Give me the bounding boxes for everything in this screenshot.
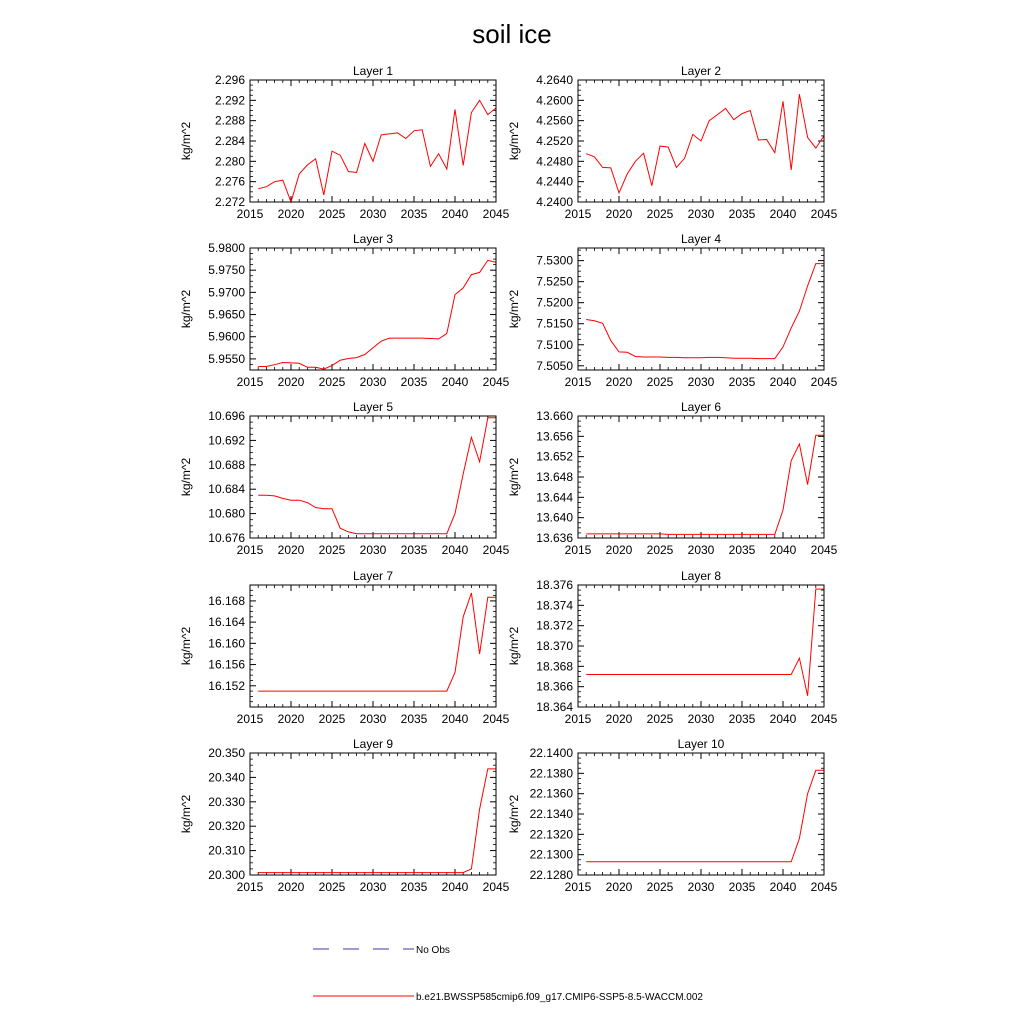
y-axis-label: kg/m^2 <box>179 121 193 161</box>
y-axis-label: kg/m^2 <box>179 794 193 834</box>
x-tick-label: 2030 <box>359 543 387 557</box>
y-tick-label: 5.9750 <box>208 263 245 278</box>
y-axis-label: kg/m^2 <box>179 289 193 329</box>
panel-title: Layer 6 <box>680 400 722 414</box>
y-tick-label: 20.340 <box>208 770 245 785</box>
y-tick-label: 20.310 <box>208 843 245 858</box>
y-tick-label: 5.9700 <box>208 285 245 300</box>
y-tick-label: 16.164 <box>208 615 245 630</box>
y-axis-label: kg/m^2 <box>507 457 521 497</box>
panel-layer-7 <box>179 569 510 726</box>
plot-frame <box>578 416 824 538</box>
y-tick-label: 13.636 <box>536 531 573 545</box>
x-tick-label: 2015 <box>236 712 264 726</box>
y-tick-label: 2.296 <box>214 73 245 87</box>
x-tick-label: 2035 <box>728 207 756 221</box>
x-tick-label: 2030 <box>687 712 715 726</box>
y-tick-label: 20.300 <box>208 868 245 882</box>
y-tick-label: 10.676 <box>208 531 245 545</box>
y-tick-label: 2.272 <box>214 195 245 209</box>
y-tick-label: 20.320 <box>208 819 245 834</box>
y-tick-label: 5.9600 <box>208 329 245 344</box>
x-tick-label: 2045 <box>810 880 838 894</box>
series-line <box>258 769 496 873</box>
x-tick-label: 2040 <box>441 880 469 894</box>
y-tick-label: 22.1340 <box>529 807 573 821</box>
x-tick-label: 2040 <box>441 207 469 221</box>
y-tick-label: 5.9550 <box>208 351 245 366</box>
y-tick-label: 7.5200 <box>536 295 573 310</box>
y-tick-label: 10.688 <box>208 457 245 472</box>
y-axis-label: kg/m^2 <box>507 794 521 834</box>
x-tick-label: 2020 <box>605 712 633 726</box>
y-tick-label: 13.660 <box>536 409 573 423</box>
x-tick-label: 2035 <box>400 880 428 894</box>
panel-title: Layer 10 <box>677 737 725 751</box>
x-tick-label: 2040 <box>769 375 797 389</box>
x-tick-label: 2020 <box>605 543 633 557</box>
panel-layer-1 <box>179 64 510 221</box>
x-tick-label: 2030 <box>687 207 715 221</box>
x-tick-label: 2015 <box>564 880 592 894</box>
y-tick-label: 22.1280 <box>529 868 573 882</box>
x-tick-label: 2030 <box>687 880 715 894</box>
series-line <box>586 264 824 359</box>
legend-model-label: b.e21.BWSSP585cmip6.f09_g17.CMIP6-SSP5-8.5-WACCM.002 <box>416 992 703 1003</box>
y-tick-label: 4.2400 <box>536 195 573 209</box>
x-tick-label: 2020 <box>277 375 305 389</box>
y-tick-label: 7.5250 <box>536 274 573 289</box>
x-tick-label: 2015 <box>564 207 592 221</box>
y-tick-label: 16.156 <box>208 657 245 672</box>
plot-frame <box>578 585 824 707</box>
y-axis-label: kg/m^2 <box>507 289 521 329</box>
y-tick-label: 4.2600 <box>536 93 573 108</box>
y-tick-label: 4.2640 <box>536 73 573 87</box>
series-line <box>258 100 496 202</box>
panel-layer-4 <box>507 232 838 389</box>
x-tick-label: 2025 <box>646 207 674 221</box>
x-tick-label: 2015 <box>236 207 264 221</box>
y-tick-label: 13.644 <box>536 490 573 505</box>
panel-layer-8 <box>507 569 838 726</box>
y-tick-label: 4.2560 <box>536 113 573 128</box>
series-line <box>586 94 824 193</box>
x-tick-label: 2045 <box>482 375 510 389</box>
y-tick-label: 20.330 <box>208 794 245 809</box>
y-tick-label: 4.2480 <box>536 154 573 169</box>
x-tick-label: 2040 <box>441 375 469 389</box>
x-tick-label: 2025 <box>318 375 346 389</box>
panel-title: Layer 7 <box>352 569 394 583</box>
panel-layer-9 <box>179 737 510 894</box>
y-tick-label: 10.684 <box>208 482 245 497</box>
y-tick-label: 13.648 <box>536 470 573 484</box>
y-tick-label: 2.276 <box>214 174 245 189</box>
y-tick-label: 22.1380 <box>529 766 573 781</box>
x-tick-label: 2020 <box>277 712 305 726</box>
x-tick-label: 2030 <box>359 207 387 221</box>
y-tick-label: 2.284 <box>214 134 245 148</box>
y-axis-label: kg/m^2 <box>507 121 521 161</box>
y-tick-label: 5.9800 <box>208 241 245 255</box>
panel-layer-10 <box>507 737 838 894</box>
x-tick-label: 2045 <box>810 375 838 389</box>
x-tick-label: 2020 <box>277 207 305 221</box>
x-tick-label: 2045 <box>482 543 510 557</box>
x-tick-label: 2035 <box>728 375 756 389</box>
x-tick-label: 2025 <box>318 543 346 557</box>
panel-layer-3 <box>179 232 510 389</box>
figure-title: soil ice <box>472 19 552 49</box>
y-tick-label: 18.366 <box>536 679 573 694</box>
panel-layer-2 <box>507 64 838 221</box>
legend-obs-label: No Obs <box>416 945 450 956</box>
y-axis-label: kg/m^2 <box>179 457 193 497</box>
plot-frame <box>250 248 496 370</box>
plot-frame <box>578 248 824 370</box>
x-tick-label: 2030 <box>359 712 387 726</box>
x-tick-label: 2040 <box>769 207 797 221</box>
y-tick-label: 4.2440 <box>536 174 573 189</box>
y-tick-label: 22.1400 <box>529 746 573 760</box>
x-tick-label: 2015 <box>236 543 264 557</box>
y-tick-label: 2.280 <box>214 154 245 169</box>
x-tick-label: 2035 <box>728 880 756 894</box>
y-tick-label: 22.1360 <box>529 786 573 801</box>
y-tick-label: 18.364 <box>536 700 573 714</box>
series-line <box>258 418 496 534</box>
x-tick-label: 2025 <box>646 375 674 389</box>
x-tick-label: 2020 <box>277 543 305 557</box>
y-axis-label: kg/m^2 <box>507 626 521 666</box>
y-tick-label: 7.5150 <box>536 316 573 331</box>
x-tick-label: 2030 <box>359 375 387 389</box>
x-tick-label: 2015 <box>564 712 592 726</box>
series-line <box>586 770 824 862</box>
panel-title: Layer 4 <box>680 232 722 246</box>
x-tick-label: 2040 <box>769 712 797 726</box>
series-line <box>258 593 496 691</box>
x-tick-label: 2025 <box>646 880 674 894</box>
y-tick-label: 7.5100 <box>536 337 573 352</box>
y-tick-label: 10.696 <box>208 409 245 423</box>
plot-frame <box>250 80 496 202</box>
y-tick-label: 13.656 <box>536 429 573 444</box>
y-tick-label: 16.168 <box>208 593 245 608</box>
y-tick-label: 22.1320 <box>529 827 573 842</box>
x-tick-label: 2045 <box>482 712 510 726</box>
panel-title: Layer 8 <box>680 569 722 583</box>
x-tick-label: 2025 <box>646 543 674 557</box>
y-tick-label: 18.376 <box>536 578 573 592</box>
x-tick-label: 2020 <box>277 880 305 894</box>
panel-layer-6 <box>507 400 838 557</box>
x-tick-label: 2025 <box>318 712 346 726</box>
y-tick-label: 7.5300 <box>536 253 573 268</box>
y-tick-label: 10.680 <box>208 506 245 521</box>
x-tick-label: 2045 <box>810 543 838 557</box>
x-tick-label: 2045 <box>482 207 510 221</box>
x-tick-label: 2045 <box>482 880 510 894</box>
plot-frame <box>578 753 824 875</box>
y-tick-label: 4.2520 <box>536 134 573 148</box>
plot-frame <box>250 416 496 538</box>
x-tick-label: 2015 <box>236 375 264 389</box>
panels-grid <box>179 64 838 894</box>
y-tick-label: 16.160 <box>208 636 245 651</box>
x-tick-label: 2035 <box>400 543 428 557</box>
y-tick-label: 18.368 <box>536 659 573 674</box>
series-line <box>586 589 824 696</box>
y-tick-label: 18.370 <box>536 639 573 653</box>
x-tick-label: 2015 <box>236 880 264 894</box>
x-tick-label: 2040 <box>769 543 797 557</box>
y-tick-label: 16.152 <box>208 678 245 693</box>
x-tick-label: 2035 <box>728 543 756 557</box>
y-tick-label: 2.292 <box>214 93 245 108</box>
x-tick-label: 2035 <box>728 712 756 726</box>
plot-frame <box>250 753 496 875</box>
x-tick-label: 2020 <box>605 375 633 389</box>
y-tick-label: 13.640 <box>536 510 573 525</box>
panel-title: Layer 2 <box>680 64 722 78</box>
y-axis-label: kg/m^2 <box>179 626 193 666</box>
x-tick-label: 2035 <box>400 207 428 221</box>
y-tick-label: 7.5050 <box>536 358 573 373</box>
x-tick-label: 2045 <box>810 207 838 221</box>
y-tick-label: 22.1300 <box>529 847 573 862</box>
x-tick-label: 2015 <box>564 543 592 557</box>
y-tick-label: 18.372 <box>536 618 573 633</box>
panel-title: Layer 1 <box>352 64 394 78</box>
x-tick-label: 2025 <box>318 207 346 221</box>
x-tick-label: 2030 <box>687 375 715 389</box>
x-tick-label: 2030 <box>359 880 387 894</box>
x-tick-label: 2020 <box>605 207 633 221</box>
x-tick-label: 2045 <box>810 712 838 726</box>
panel-title: Layer 3 <box>352 232 394 246</box>
y-tick-label: 5.9650 <box>208 307 245 322</box>
x-tick-label: 2025 <box>646 712 674 726</box>
series-line <box>258 260 496 369</box>
legend <box>313 945 703 1003</box>
y-tick-label: 10.692 <box>208 433 245 448</box>
y-tick-label: 18.374 <box>536 598 573 613</box>
y-tick-label: 20.350 <box>208 746 245 760</box>
x-tick-label: 2020 <box>605 880 633 894</box>
x-tick-label: 2040 <box>441 712 469 726</box>
y-tick-label: 13.652 <box>536 449 573 464</box>
panel-title: Layer 5 <box>352 400 394 414</box>
x-tick-label: 2035 <box>400 375 428 389</box>
x-tick-label: 2040 <box>769 880 797 894</box>
panel-title: Layer 9 <box>352 737 394 751</box>
x-tick-label: 2025 <box>318 880 346 894</box>
x-tick-label: 2015 <box>564 375 592 389</box>
x-tick-label: 2040 <box>441 543 469 557</box>
y-tick-label: 2.288 <box>214 113 245 128</box>
panel-layer-5 <box>179 400 510 557</box>
x-tick-label: 2035 <box>400 712 428 726</box>
series-line <box>586 435 824 534</box>
x-tick-label: 2030 <box>687 543 715 557</box>
